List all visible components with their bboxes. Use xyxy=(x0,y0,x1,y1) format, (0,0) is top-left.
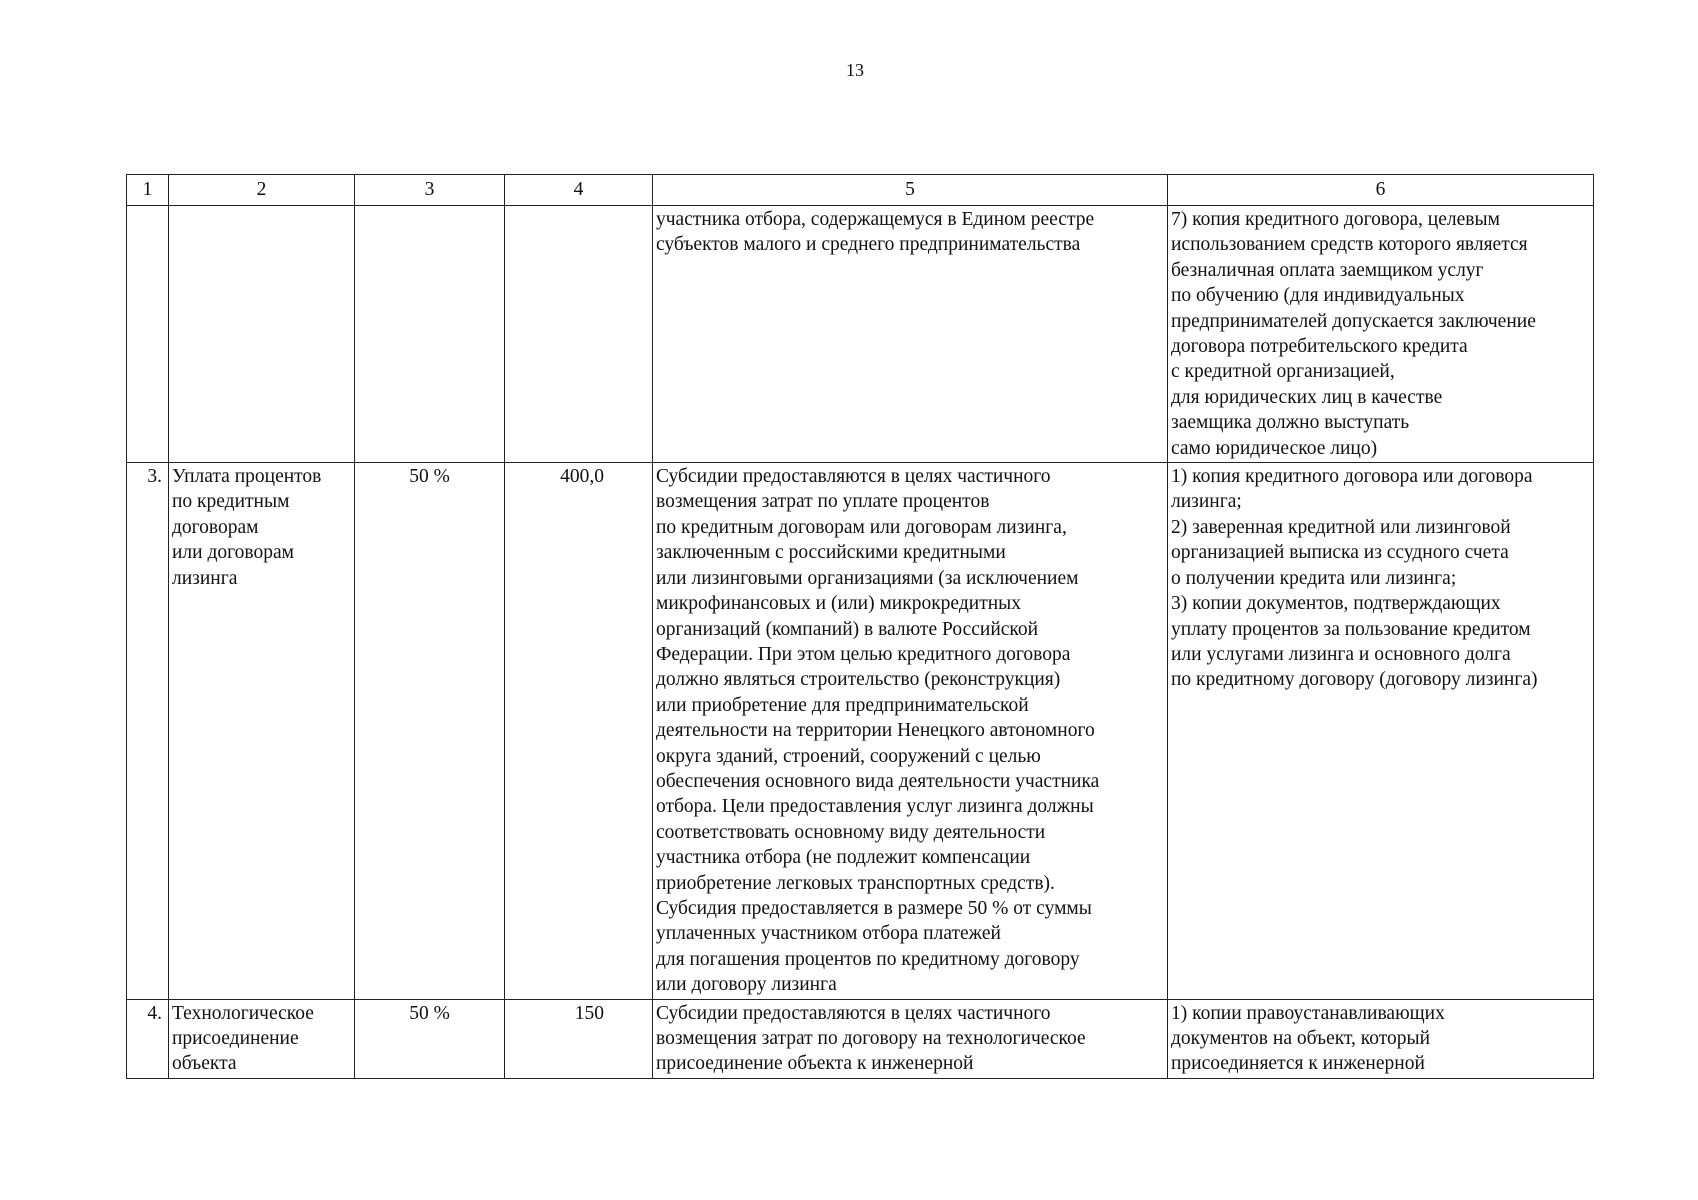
measure-name-cell: Технологическое присоединение объекта xyxy=(169,999,355,1078)
table-row-4 xyxy=(127,999,1594,1078)
page-number: 13 xyxy=(846,60,864,80)
amount-cell: 150 xyxy=(505,999,653,1078)
table-row-continuation xyxy=(127,206,1594,463)
documents-cell: 1) копия кредитного договора или договора лизинга; 2) заверенная кредитной или лизинговой организацией выписка из ссудного счета о получении кредита или лизинга; 3) копии документов, подтверждающих уплату процентов за пользование кредитом или услугами лизинга и основного долга по кредитному договору (договору лизинга) xyxy=(1168,463,1594,1000)
measure-name-cell xyxy=(169,206,355,463)
rate-cell xyxy=(355,206,505,463)
header-cell-4: 4 xyxy=(505,175,653,206)
row-number-cell xyxy=(127,206,169,463)
header-cell-5: 5 xyxy=(653,175,1168,206)
table-header-row xyxy=(127,175,1594,206)
row-number-cell: 4. xyxy=(127,999,169,1078)
table-row-3 xyxy=(127,463,1594,1000)
header-cell-3: 3 xyxy=(355,175,505,206)
documents-cell: 7) копия кредитного договора, целевым использованием средств которого является безналичная оплата заемщиком услуг по обучению (для индивидуальных предпринимателей допускается заключение договора потребительского кредита с кредитной организацией, для юридических лиц в качестве заемщика должно выступать само юридическое лицо) xyxy=(1168,206,1594,463)
measure-name-cell: Уплата процентов по кредитным договорам или договорам лизинга xyxy=(169,463,355,1000)
conditions-cell: Субсидии предоставляются в целях частичного возмещения затрат по уплате процентов по кредитным договорам или договорам лизинга, заключенным с российскими кредитными или лизинговыми организациями (за исключением микрофинансовых и (или) микрокредитных организаций (компаний) в валюте Российской Федерации. При этом целью кредитного договора должно являться строительство (реконструкция) или приобретение для предпринимательской деятельности на территории Ненецкого автономного округа зданий, строений, сооружений с целью обеспечения основного вида деятельности участника отбора. Цели предоставления услуг лизинга должны соответствовать основному виду деятельности участника отбора (не подлежит компенсации приобретение легковых транспортных средств). Субсидия предоставляется в размере 50 % от суммы уплаченных участником отбора платежей для погашения процентов по кредитному договору или договору лизинга xyxy=(653,463,1168,1000)
header-cell-1: 1 xyxy=(127,175,169,206)
conditions-cell: Субсидии предоставляются в целях частичного возмещения затрат по договору на технологическое присоединение объекта к инженерной xyxy=(653,999,1168,1078)
rate-cell: 50 % xyxy=(355,999,505,1078)
conditions-cell: участника отбора, содержащемуся в Едином реестре субъектов малого и среднего предпринимательства xyxy=(653,206,1168,463)
amount-cell: 400,0 xyxy=(505,463,653,1000)
row-number-cell: 3. xyxy=(127,463,169,1000)
header-cell-2: 2 xyxy=(169,175,355,206)
documents-cell: 1) копии правоустанавливающих документов на объект, который присоединяется к инженерной xyxy=(1168,999,1594,1078)
amount-cell xyxy=(505,206,653,463)
rate-cell: 50 % xyxy=(355,463,505,1000)
subsidy-table xyxy=(126,174,1594,1079)
header-cell-6: 6 xyxy=(1168,175,1594,206)
